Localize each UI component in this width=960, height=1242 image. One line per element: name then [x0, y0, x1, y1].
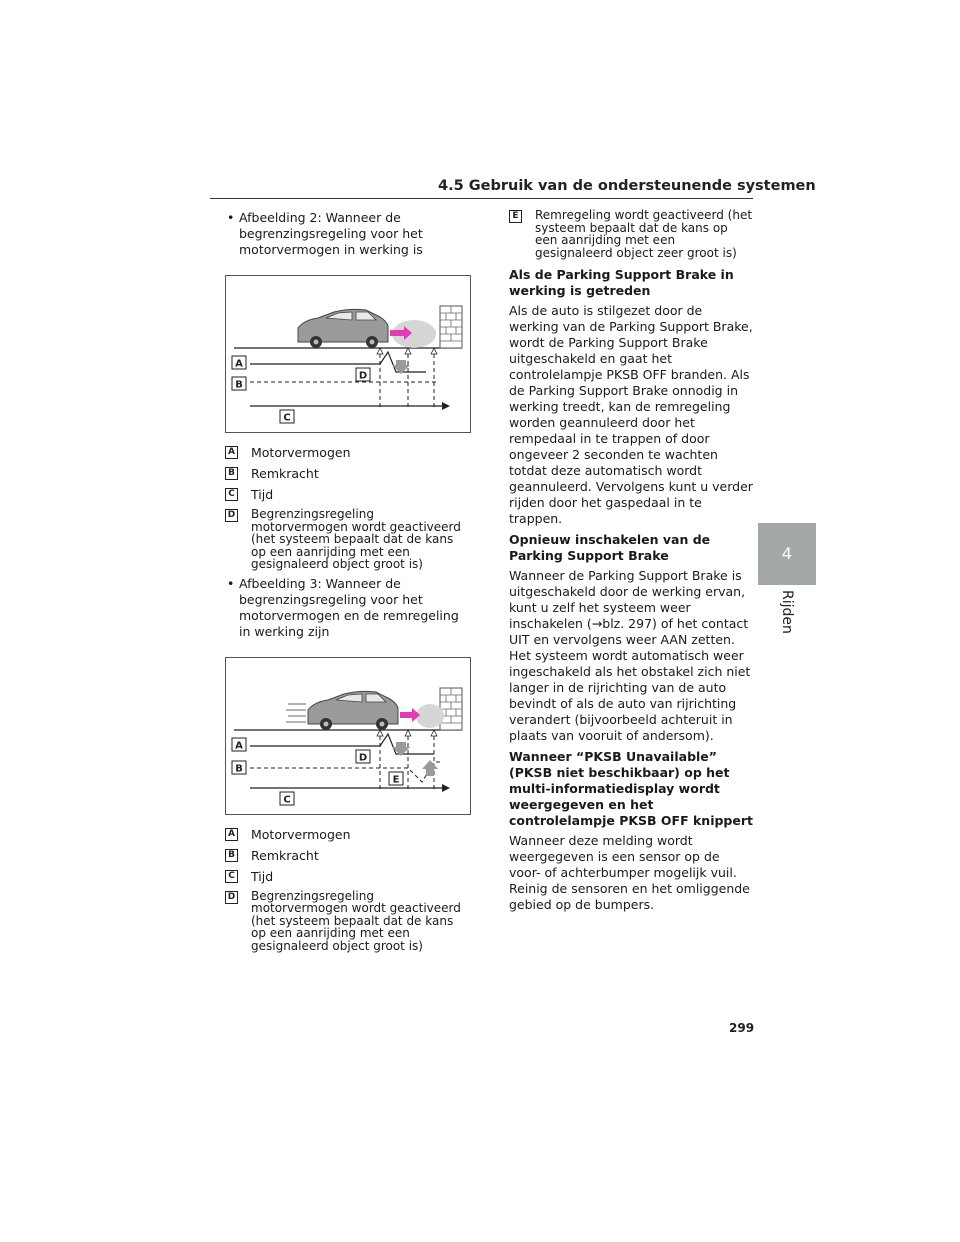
heading-pksb-activated: Als de Parking Support Brake in werking is getreden	[509, 267, 734, 298]
svg-text:C: C	[283, 412, 291, 424]
wall-icon	[440, 306, 462, 348]
paragraph-pksb-activated: Als de auto is stilgezet door de werking van de Parking Support Brake, wordt de Parking Support Brake uitgeschakeld en gaat het controlelampje PKSB OFF branden. Als de Parking Support Brake onnodig in werking treedt, kan de remregeling worden geannuleerd door het rempedaal in te trappen of door ongeveer 2 seconden te wachten totdat deze automatisch wordt geannuleerd. Vervolgens kunt u verder rijden door het gaspedaal in te trappen.	[509, 303, 753, 526]
legend-text: Tijd	[251, 487, 274, 502]
legend-text: Remregeling wordt geactiveerd (het systeem bepaalt dat de kans op een aanrijding met een gesignaleerd object zeer groot is)	[535, 208, 753, 260]
wall-icon	[440, 688, 462, 730]
label-b	[232, 377, 246, 391]
legend-text: Motorvermogen	[251, 445, 351, 460]
chapter-tab: 4	[758, 523, 816, 585]
letter-box: C	[225, 870, 238, 883]
bullet-text: Afbeelding 3: Wanneer de begrenzingsregeling voor het motorvermogen en de remregeling in werking zijn	[239, 575, 459, 639]
legend-item-c	[225, 869, 471, 885]
gray-up-arrow-icon	[422, 760, 438, 776]
bullet-text: Afbeelding 2: Wanneer de begrenzingsregeling voor het motorvermogen in werking is	[239, 210, 423, 257]
legend-text: Remkracht	[251, 466, 319, 481]
svg-text:B: B	[235, 763, 243, 774]
svg-text:B: B	[235, 379, 243, 391]
svg-text:A: A	[235, 358, 243, 370]
diagram-figure-3	[225, 657, 471, 815]
car-icon	[308, 691, 398, 730]
legend-text: Tijd	[251, 868, 274, 884]
letter-box: D	[225, 509, 238, 522]
motion-lines-icon	[286, 704, 306, 722]
legend-text: Motorvermogen	[251, 826, 351, 842]
label-d	[356, 368, 370, 382]
bullet-figure-3	[225, 576, 471, 640]
letter-box: C	[225, 488, 238, 501]
letter-box: B	[225, 849, 238, 862]
legend-text: Remkracht	[251, 847, 319, 863]
legend-text: Begrenzingsregeling motorvermogen wordt geactiveerd (het systeem bepaalt dat de kans op een aanrijding met een gesignaleerd object groot is)	[251, 507, 461, 571]
section-title: 4.5 Gebruik van de ondersteunende systemen	[438, 178, 816, 194]
paragraph-unavailable: Wanneer deze melding wordt weergegeven is een sensor op de voor- of achterbumper mogelijk vuil. Reinig de sensoren en het omliggende gebied op de bumpers.	[509, 833, 750, 912]
page-number: 299	[729, 1021, 755, 1035]
right-column	[509, 209, 753, 918]
letter-box: B	[225, 467, 238, 480]
legend-item-c	[225, 487, 471, 503]
svg-text:D: D	[358, 370, 368, 382]
label-c	[280, 792, 294, 806]
label-c	[280, 410, 294, 424]
legend-item-b	[225, 466, 471, 482]
svg-text:C: C	[283, 794, 291, 805]
letter-box: E	[509, 210, 522, 223]
legend-item-a	[225, 827, 471, 843]
left-column	[225, 210, 471, 957]
legend-item-d	[225, 890, 471, 953]
label-a	[232, 738, 246, 752]
label-b	[232, 761, 246, 775]
label-e	[389, 772, 403, 786]
legend-item-e	[509, 209, 753, 259]
legend-text: Begrenzingsregeling motorvermogen wordt geactiveerd (het systeem bepaalt dat de kans op een aanrijding met een gesignaleerd object groot is)	[251, 888, 461, 953]
label-d	[356, 750, 370, 764]
legend-figure-3	[225, 827, 471, 953]
label-a	[232, 356, 246, 370]
sensor-beam	[416, 704, 444, 728]
legend-item-d	[225, 508, 471, 571]
heading-reenable: Opnieuw inschakelen van de Parking Support Brake	[509, 532, 711, 563]
bullet-dot: •	[227, 575, 235, 591]
bullet-dot: •	[227, 210, 235, 225]
car-icon	[298, 309, 388, 348]
letter-box: D	[225, 891, 238, 904]
svg-text:D: D	[358, 752, 368, 763]
bullet-figure-2	[225, 210, 471, 258]
diagram-figure-2	[225, 275, 471, 433]
chapter-label: Rijden	[779, 590, 795, 634]
heading-unavailable: Wanneer “PKSB Unavailable” (PKSB niet beschikbaar) op het multi-informatiedisplay wordt weergegeven en het controlelampje PKSB OFF knippert	[509, 749, 753, 828]
letter-box: A	[225, 446, 238, 459]
paragraph-reenable: Wanneer de Parking Support Brake is uitgeschakeld door de werking ervan, kunt u zelf het systeem weer inschakelen (→blz. 297) of het contact UIT en vervolgens weer AAN zetten. Het systeem wordt automatisch weer ingeschakeld als het obstakel zich niet langer in de rijrichting van de auto bevindt of als de auto van rijrichting verandert (bijvoorbeeld achteruit in plaats van vooruit of andersom).	[509, 568, 751, 743]
legend-item-b	[225, 848, 471, 864]
letter-box: A	[225, 828, 238, 841]
svg-text:E: E	[392, 774, 400, 785]
header-rule	[210, 198, 753, 199]
legend-item-a	[225, 445, 471, 461]
legend-figure-2	[225, 445, 471, 571]
svg-text:A: A	[235, 740, 243, 751]
